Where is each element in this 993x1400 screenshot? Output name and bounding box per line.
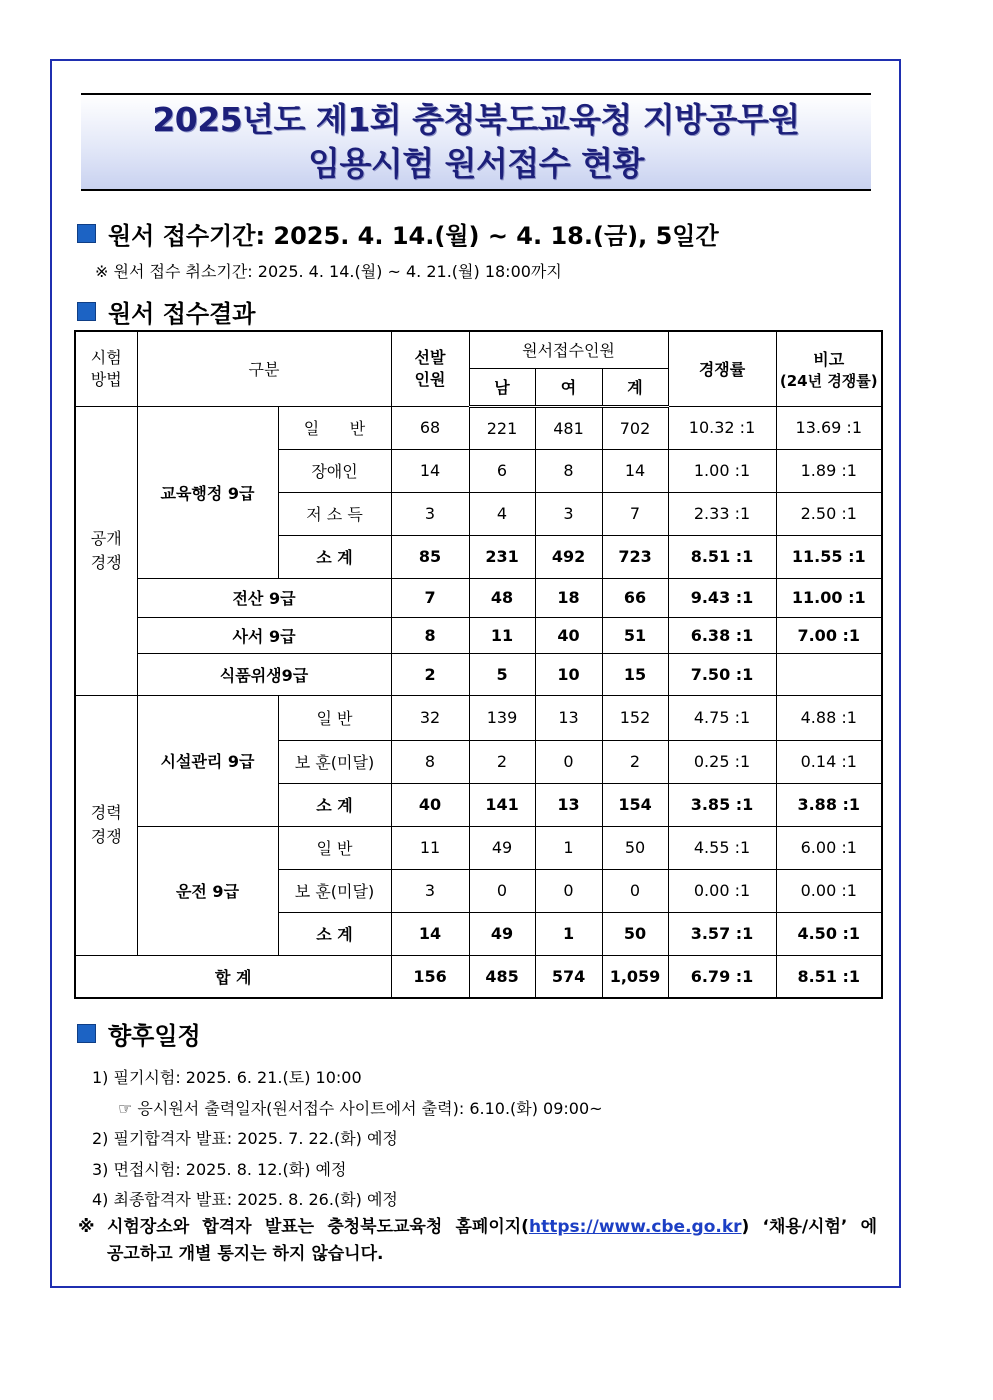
sub-cell: 소 계 — [278, 783, 391, 826]
header-ratio: 경쟁률 — [668, 331, 776, 406]
prev-ratio-cell — [776, 653, 882, 695]
blue-square-icon — [77, 302, 96, 321]
schedule-item: 1) 필기시험: 2025. 6. 21.(토) 10:00 — [92, 1068, 362, 1087]
homepage-link[interactable]: https://www.cbe.go.kr — [528, 1217, 742, 1237]
ratio-cell: 10.32 :1 — [668, 406, 776, 449]
total-cell: 0 — [602, 869, 668, 912]
male-cell: 485 — [469, 955, 535, 998]
female-cell: 3 — [535, 492, 602, 535]
total-cell: 1,059 — [602, 955, 668, 998]
job-cell: 전산 9급 — [137, 578, 391, 617]
prev-ratio-cell: 0.14 :1 — [776, 740, 882, 783]
prev-ratio-cell: 6.00 :1 — [776, 826, 882, 869]
male-cell: 48 — [469, 578, 535, 617]
total-cell: 7 — [602, 492, 668, 535]
male-cell: 231 — [469, 535, 535, 578]
quota-cell: 85 — [391, 535, 469, 578]
male-cell: 139 — [469, 695, 535, 740]
female-cell: 492 — [535, 535, 602, 578]
sub-cell: 일 반 — [278, 826, 391, 869]
female-cell: 13 — [535, 783, 602, 826]
male-cell: 6 — [469, 449, 535, 492]
male-cell: 4 — [469, 492, 535, 535]
ratio-cell: 6.38 :1 — [668, 617, 776, 653]
section-heading-period — [77, 216, 719, 251]
ratio-cell: 7.50 :1 — [668, 653, 776, 695]
female-cell: 18 — [535, 578, 602, 617]
quota-cell: 3 — [391, 869, 469, 912]
prev-ratio-cell: 13.69 :1 — [776, 406, 882, 449]
male-cell: 11 — [469, 617, 535, 653]
schedule-subitem: ☞ 응시원서 출력일자(원서접수 사이트에서 출력): 6.10.(화) 09:00~ — [118, 1099, 603, 1118]
total-cell: 154 — [602, 783, 668, 826]
ratio-cell: 3.57 :1 — [668, 912, 776, 955]
male-cell: 0 — [469, 869, 535, 912]
sub-cell: 장애인 — [278, 449, 391, 492]
quota-cell: 11 — [391, 826, 469, 869]
female-cell: 10 — [535, 653, 602, 695]
footnote-text-after-link: ) ‘채용/시험’ 에 — [741, 1217, 878, 1237]
job-cell: 운전 9급 — [137, 826, 278, 955]
schedule-item: 3) 면접시험: 2025. 8. 12.(화) 예정 — [92, 1160, 347, 1179]
quota-cell: 156 — [391, 955, 469, 998]
schedule-item: 4) 최종합격자 발표: 2025. 8. 26.(화) 예정 — [92, 1190, 398, 1209]
section-heading-schedule — [77, 1016, 201, 1051]
prev-ratio-cell: 4.50 :1 — [776, 912, 882, 955]
total-cell: 50 — [602, 912, 668, 955]
job-cell: 교육행정 9급 — [137, 406, 278, 578]
total-cell: 2 — [602, 740, 668, 783]
table-row — [75, 617, 882, 653]
header-method: 시험 방법 — [75, 331, 137, 406]
female-cell: 40 — [535, 617, 602, 653]
male-cell: 2 — [469, 740, 535, 783]
header-male: 남 — [469, 368, 535, 406]
cancel-period-note: ※ 원서 접수 취소기간: 2025. 4. 14.(월) ~ 4. 21.(월) 18:00까지 — [95, 262, 562, 281]
ratio-cell: 0.25 :1 — [668, 740, 776, 783]
table-row — [75, 653, 882, 695]
quota-cell: 14 — [391, 449, 469, 492]
header-remark — [776, 331, 882, 406]
prev-ratio-cell: 8.51 :1 — [776, 955, 882, 998]
title-line-1: 2025년도 제1회 충청북도교육청 지방공무원 — [152, 100, 800, 139]
quota-cell: 32 — [391, 695, 469, 740]
sub-cell: 저 소 득 — [278, 492, 391, 535]
ratio-cell: 4.75 :1 — [668, 695, 776, 740]
total-label: 합 계 — [75, 955, 391, 998]
ratio-cell: 8.51 :1 — [668, 535, 776, 578]
sub-cell: 보 훈(미달) — [278, 869, 391, 912]
footnote-line1 — [107, 1214, 877, 1241]
sub-cell: 일 반 — [278, 695, 391, 740]
total-cell: 66 — [602, 578, 668, 617]
prev-ratio-cell: 3.88 :1 — [776, 783, 882, 826]
total-cell: 723 — [602, 535, 668, 578]
footnote-text-before-link: 시험장소와 합격자 발표는 충청북도교육청 홈페이지( — [107, 1217, 529, 1237]
results-heading-text: 원서 접수결과 — [108, 300, 256, 328]
prev-ratio-cell: 1.89 :1 — [776, 449, 882, 492]
job-cell: 시설관리 9급 — [137, 695, 278, 826]
title-banner — [81, 93, 871, 191]
prev-ratio-cell: 0.00 :1 — [776, 869, 882, 912]
male-cell: 221 — [469, 406, 535, 449]
footnote-line2: 공고하고 개별 통지는 하지 않습니다. — [107, 1244, 384, 1264]
prev-ratio-cell: 7.00 :1 — [776, 617, 882, 653]
prev-ratio-cell: 11.55 :1 — [776, 535, 882, 578]
quota-cell: 14 — [391, 912, 469, 955]
sub-cell: 보 훈(미달) — [278, 740, 391, 783]
schedule-item: 2) 필기합격자 발표: 2025. 7. 22.(화) 예정 — [92, 1129, 398, 1148]
job-cell: 식품위생9급 — [137, 653, 391, 695]
blue-square-icon — [77, 1024, 96, 1043]
quota-cell: 7 — [391, 578, 469, 617]
header-total: 계 — [602, 368, 668, 406]
ratio-cell: 6.79 :1 — [668, 955, 776, 998]
ratio-cell: 2.33 :1 — [668, 492, 776, 535]
total-cell: 15 — [602, 653, 668, 695]
female-cell: 0 — [535, 740, 602, 783]
table-row — [75, 826, 882, 869]
prev-ratio-cell: 4.88 :1 — [776, 695, 882, 740]
group-open: 공개 경쟁 — [75, 406, 137, 695]
sub-cell: 소 계 — [278, 912, 391, 955]
ratio-cell: 1.00 :1 — [668, 449, 776, 492]
sub-cell: 소 계 — [278, 535, 391, 578]
job-cell: 사서 9급 — [137, 617, 391, 653]
header-category: 구분 — [137, 331, 391, 406]
total-cell: 50 — [602, 826, 668, 869]
table-total-row — [75, 955, 882, 998]
period-heading-text: 원서 접수기간: 2025. 4. 14.(월) ~ 4. 18.(금), 5일간 — [108, 222, 719, 250]
quota-cell: 3 — [391, 492, 469, 535]
female-cell: 1 — [535, 826, 602, 869]
female-cell: 13 — [535, 695, 602, 740]
header-applicants: 원서접수인원 — [469, 331, 668, 368]
total-cell: 14 — [602, 449, 668, 492]
schedule-heading-text: 향후일정 — [108, 1022, 201, 1050]
quota-cell: 8 — [391, 617, 469, 653]
quota-cell: 40 — [391, 783, 469, 826]
table-row — [75, 695, 882, 740]
female-cell: 574 — [535, 955, 602, 998]
ratio-cell: 3.85 :1 — [668, 783, 776, 826]
female-cell: 0 — [535, 869, 602, 912]
quota-cell: 68 — [391, 406, 469, 449]
group-career: 경력 경쟁 — [75, 695, 137, 955]
blue-square-icon — [77, 224, 96, 243]
total-cell: 51 — [602, 617, 668, 653]
table-row — [75, 578, 882, 617]
quota-cell: 8 — [391, 740, 469, 783]
prev-ratio-cell: 2.50 :1 — [776, 492, 882, 535]
results-table — [74, 330, 883, 999]
footnote-mark: ※ — [78, 1217, 95, 1237]
male-cell: 141 — [469, 783, 535, 826]
table-row — [75, 406, 882, 449]
male-cell: 5 — [469, 653, 535, 695]
total-cell: 702 — [602, 406, 668, 449]
title-line-2: 임용시험 원서접수 현황 — [308, 144, 644, 183]
header-quota: 선발 인원 — [391, 331, 469, 406]
header-female: 여 — [535, 368, 602, 406]
prev-ratio-cell: 11.00 :1 — [776, 578, 882, 617]
section-heading-results — [77, 294, 255, 329]
ratio-cell: 0.00 :1 — [668, 869, 776, 912]
female-cell: 1 — [535, 912, 602, 955]
sub-cell: 일 반 — [278, 406, 391, 449]
quota-cell: 2 — [391, 653, 469, 695]
header-remark-line1: 비고 — [813, 349, 845, 369]
ratio-cell: 9.43 :1 — [668, 578, 776, 617]
female-cell: 8 — [535, 449, 602, 492]
header-remark-line2: (24년 경쟁률) — [779, 371, 878, 390]
ratio-cell: 4.55 :1 — [668, 826, 776, 869]
male-cell: 49 — [469, 912, 535, 955]
total-cell: 152 — [602, 695, 668, 740]
male-cell: 49 — [469, 826, 535, 869]
female-cell: 481 — [535, 406, 602, 449]
